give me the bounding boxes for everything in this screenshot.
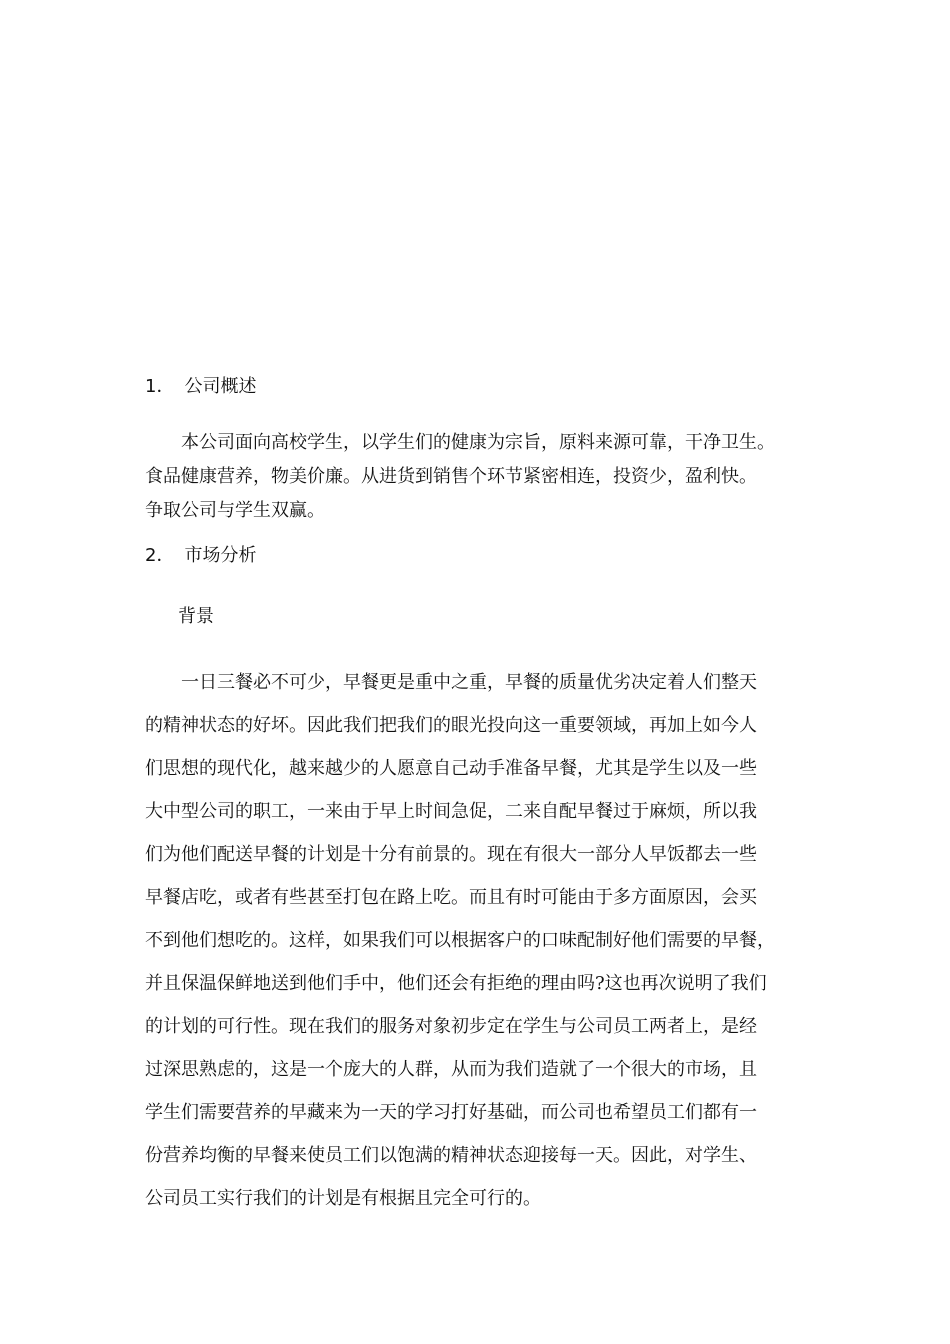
paragraph-line: 本公司面向高校学生，以学生们的健康为宗旨，原料来源可靠，干净卫生。 [181, 432, 775, 453]
paragraph-line: 公司员工实行我们的计划是有根据且完全可行的。 [145, 1188, 541, 1209]
subheading-background: 背景 [178, 606, 214, 627]
section-heading-market-analysis [145, 544, 256, 568]
paragraph-line: 的计划的可行性。现在我们的服务对象初步定在学生与公司员工两者上，是经 [145, 1016, 757, 1037]
paragraph-line: 一日三餐必不可少，早餐更是重中之重，早餐的质量优劣决定着人们整天 [181, 672, 757, 693]
paragraph-line: 学生们需要营养的早藏来为一天的学习打好基础，而公司也希望员工们都有一 [145, 1102, 757, 1123]
section-heading-company-overview [145, 375, 256, 399]
paragraph-line: 不到他们想吃的。这样，如果我们可以根据客户的口味配制好他们需要的早餐， [145, 930, 775, 951]
section-number: 2． [145, 545, 175, 566]
paragraph-line: 并且保温保鲜地送到他们手中，他们还会有拒绝的理由吗?这也再次说明了我们 [145, 973, 767, 994]
paragraph-line: 的精神状态的好坏。因此我们把我们的眼光投向这一重要领域，再加上如今人 [145, 715, 757, 736]
section-title: 公司概述 [184, 376, 257, 397]
paragraph-line: 们为他们配送早餐的计划是十分有前景的。现在有很大一部分人早饭都去一些 [145, 844, 757, 865]
paragraph-line: 大中型公司的职工，一来由于早上时间急促，二来自配早餐过于麻烦，所以我 [145, 801, 757, 822]
section-number: 1． [145, 376, 175, 397]
paragraph-line: 争取公司与学生双赢。 [145, 500, 325, 521]
background-paragraph [145, 661, 810, 1220]
paragraph-line: 食品健康营养，物美价廉。从进货到销售个环节紧密相连，投资少，盈利快。 [145, 466, 757, 487]
section-title: 市场分析 [184, 545, 257, 566]
paragraph-line: 过深思熟虑的，这是一个庞大的人群，从而为我们造就了一个很大的市场，且 [145, 1059, 757, 1080]
paragraph-line: 们思想的现代化，越来越少的人愿意自己动手准备早餐，尤其是学生以及一些 [145, 758, 757, 779]
company-overview-paragraph [145, 426, 810, 528]
paragraph-line: 早餐店吃，或者有些甚至打包在路上吃。而且有时可能由于多方面原因，会买 [145, 887, 757, 908]
paragraph-line: 份营养均衡的早餐来使员工们以饱满的精神状态迎接每一天。因此，对学生、 [145, 1145, 757, 1166]
